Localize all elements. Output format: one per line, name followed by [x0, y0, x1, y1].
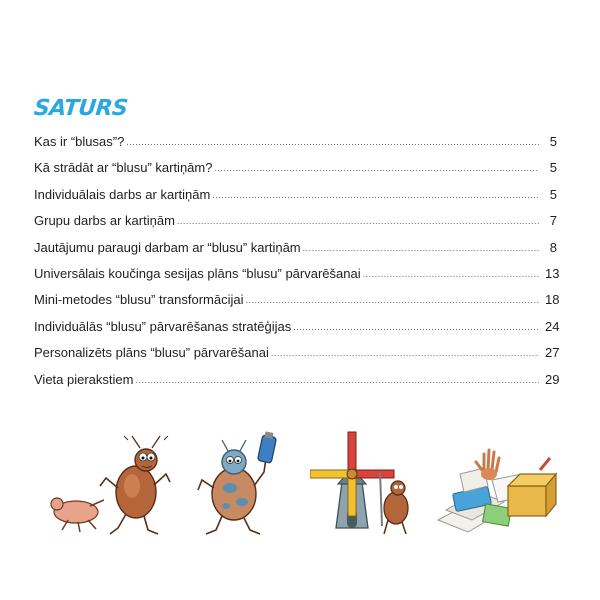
- toc-entry-page: 29: [545, 371, 560, 387]
- toc-leader-dots: [293, 322, 539, 332]
- toc-leader-dots: [177, 216, 539, 226]
- toc-leader-dots: [212, 190, 539, 200]
- toc-leader-dots: [214, 163, 539, 173]
- toc-entry-page: 5: [549, 134, 557, 149]
- standing-flea-icon: [100, 436, 170, 534]
- toc-entry-text: Personalizēts plāns “blusu” pārvarēšanai: [34, 345, 269, 361]
- toc-leader-dots: [303, 243, 539, 253]
- toc-entry-page: 7: [549, 213, 557, 229]
- toc-entry-page: 5: [549, 160, 557, 176]
- toc-title: SATURS: [32, 96, 129, 121]
- toc-entry-page: 27: [545, 345, 560, 361]
- toc-entry[interactable]: [34, 134, 557, 160]
- toc-entry[interactable]: [34, 213, 557, 239]
- toc-entry[interactable]: [34, 371, 560, 398]
- spray-can-icon: [257, 431, 276, 463]
- toc-entry[interactable]: [34, 345, 560, 371]
- toc-entry-text: Kas ir “blusas”?: [34, 134, 125, 149]
- toc-entry-text: Individuālais darbs ar kartiņām: [34, 186, 211, 202]
- knight-flea-icon: [380, 472, 408, 534]
- toc-entry-text: Universālais koučinga sesijas plāns “blusu” pārvarēšanai: [34, 265, 361, 281]
- toc-entry-text: Mini-metodes “blusu” transformācijai: [34, 292, 244, 308]
- illustration-nervous-fleas: [48, 430, 178, 540]
- toc-entry-page: 13: [545, 265, 560, 281]
- toc-entry-text: Individuālās “blusu” pārvarēšanas stratēģijas: [34, 318, 292, 334]
- toc-entry-page: 5: [549, 186, 557, 202]
- toc-entry-text: Vieta pierakstiem: [34, 371, 134, 387]
- spotted-flea-icon: [198, 440, 266, 534]
- toc-entry[interactable]: [34, 160, 557, 186]
- toc-entry-text: Jautājumu paraugi darbam ar “blusu” kartiņām: [34, 239, 301, 255]
- toc-entry[interactable]: [34, 187, 557, 213]
- fallen-flea-icon: [51, 498, 104, 532]
- toc-entry-page: 24: [545, 318, 560, 334]
- toc-entry[interactable]: [34, 292, 560, 318]
- toc-leader-dots: [126, 137, 539, 147]
- toc-leader-dots: [271, 348, 539, 358]
- toc-entry-page: 8: [549, 239, 557, 255]
- illustration-paper-pile: [432, 440, 562, 540]
- toc-entry-page: 18: [545, 292, 560, 308]
- toc-leader-dots: [246, 295, 539, 305]
- toc-entry[interactable]: [34, 240, 557, 266]
- cardboard-box-icon: [508, 458, 556, 516]
- toc-entry[interactable]: [34, 265, 560, 292]
- table-of-contents: [34, 134, 560, 398]
- toc-entry-text: Kā strādāt ar “blusu” kartiņām?: [34, 160, 213, 176]
- toc-leader-dots: [135, 375, 539, 385]
- toc-entry[interactable]: [34, 318, 560, 345]
- toc-entry-text: Grupu darbs ar kartiņām: [34, 213, 175, 229]
- toc-leader-dots: [363, 269, 539, 279]
- illustration-windmill: [310, 430, 420, 540]
- illustration-flea-spray: [192, 428, 292, 540]
